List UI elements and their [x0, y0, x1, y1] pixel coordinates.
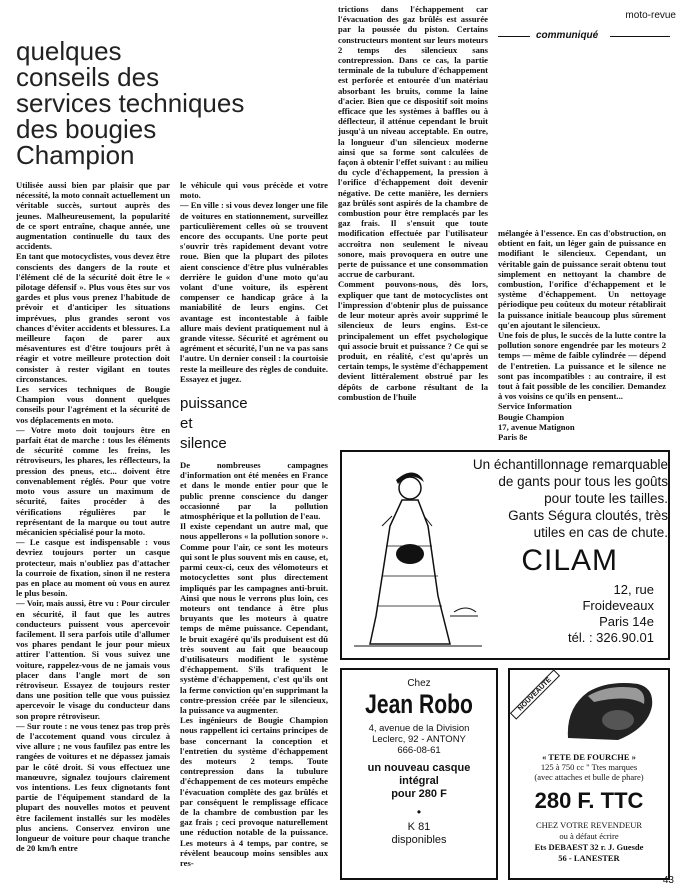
- magazine-name: moto-revue: [625, 10, 676, 21]
- title-line: conseils des: [16, 62, 160, 92]
- signature: [498, 401, 666, 442]
- article-column-3: [338, 4, 488, 402]
- section-subtitle: [180, 394, 328, 454]
- paragraph: Il existe cependant un autre mal, que nous appellerons « la pollution sonore ». Comme pour l'air, ce sont les moteurs qui sont le plus souvent mis en cause, et, parmi ceux-ci, ceux des vélomoteurs et motocyclettes sont plus directement impliqués par les campagnes anti-bruit. Ainsi que nous le verrons plus loin, ces moteurs ont tendance à être plus bruyants que les moteurs à quatre temps de même puissance. Cependant, le bruit exagéré qu'ils produisent est dû très souvent au fait que beaucoup d'utilisateurs modifient le système d'échappement. S'ils trafiquent le système d'échappement, c'est qu'ils ont la ferme conviction qu'en supprimant la contre-pression créée par le silencieux, la puissance va augmenter.: [180, 521, 328, 715]
- promo-line: intégral: [399, 775, 439, 787]
- nouveaute-ribbon: NOUVEAUTÉ: [510, 669, 560, 719]
- promo-line: un nouveau casque: [367, 762, 471, 774]
- jean-robo-promo: [342, 762, 496, 801]
- address-line: Froideveaux: [582, 598, 654, 613]
- article-column-1: [16, 180, 170, 853]
- jean-robo-address: [342, 723, 496, 756]
- debaest-price: 280 F. TTC: [534, 788, 644, 813]
- paragraph: Les ingénieurs de Bougie Champion nous rappellent ici certains principes de base concernant la conception et l'entretien du système d'échappement des moteurs 2 temps. Toute contrepression dans la tubulure d'échappement de ces moteurs empêche l'évacuation complète des gaz brûlés et par conséquent le remplissage efficace de la chambre de combustion par les gaz frais ; ceci provoque naturellement une réduction notable de la puissance. Les moteurs à 4 temps, par contre, se révèlent beaucoup moins sensibles aux res-: [180, 715, 328, 868]
- cilam-ad: [340, 450, 670, 660]
- headline-line: pour toute les tailles.: [544, 491, 668, 506]
- address-line: Leclerc, 92 - ANTONY: [372, 734, 466, 745]
- paragraph: mélangée à l'essence. En cas d'obstruction, on obtient en fait, un léger gain de puissance en modifiant le silencieux. Cependant, un véritable gain de puissance serait obtenu tout simplement en nettoyant la chambre de combustion, l'orifice d'échappement et le système d'échappement. Un nettoyage périodique peu coûteux du moteur rétablirait la puissance initiale beaucoup plus sûrement qu'en ajoutant le silencieux.: [498, 228, 666, 330]
- cilam-phone: tél. : 326.90.01: [567, 630, 654, 645]
- model-line: disponibles: [391, 834, 447, 846]
- paragraph: — Votre moto doit toujours être en parfait état de marche : tous les éléments de sécurité comme les freins, les rétroviseurs, les phares, les réflecteurs, la pression des pneus, etc... doivent être convenablement réglés. Pour que votre moto vous assure un maximum de sécurité, faites procéder à des vérifications régulières par le représentant de la marque ou tout autre mécanicien spécialisé pour la moto.: [16, 424, 170, 537]
- debaest-contact: [510, 820, 668, 864]
- headline-line: utiles en cas de chute.: [533, 525, 668, 540]
- article-column-2: [180, 180, 328, 868]
- paragraph: Les services techniques de Bougie Champion vous donnent quelques conseils pour l'agrément et la sécurité de vos déplacements en moto.: [16, 384, 170, 425]
- jean-robo-chez: Chez: [407, 678, 431, 689]
- paragraph: — Sur route : ne vous tenez pas trop près de l'accotement quand vous circulez à vive allure ; ne vous faufilez pas entre les rangées de voitures et ne dépassez jamais par le côté droit. Si vous effectuez une manœuvre, signalez toujours clairement vos intentions. Les feux clignotants font partie de l'équipement standard de la plupart des nouvelles motos et peuvent être facilement installés sur les modèles plus anciens. Conservez environ une longueur de voiture pour chaque tranche de 20 km/h entre: [16, 720, 170, 854]
- paragraph: Comment pouvons-nous, dès lors, expliquer que tant de motocyclistes ont l'impression d'obtenir plus de puissance de leur moteur après avoir supprimé le silencieux de leurs engins. Est-ce principalement un effet psychologique qui associe bruit et puissance ? Ce qui se produit, en réalité, c'est qu'après un certain temps, le système d'échappement devient littéralement obstrué par les dépôts de carbone résultant de la combustion de l'huile: [338, 279, 488, 402]
- illustration-woman-with-muff: [346, 466, 486, 656]
- vendor-line: ou à défaut écrire: [559, 831, 619, 841]
- promo-line: pour 280 F: [391, 788, 447, 800]
- article-title: [16, 38, 336, 168]
- paragraph: En tant que motocyclistes, vous devez être conscients des dangers de la route et l'élément clé de la sécurité doit être le « pilotage défensif ». Plus vous êtes sur vos gardes et plus vous prenez l'habitude de prévoir et d'anticiper les situations imprévues, plus grandes seront vos chances d'éviter accidents et blessures. La meilleure façon de parer aux mésaventures est d'être toujours prêt à réagir et votre meilleure protection doit consister à rester vigilant en toutes circonstances.: [16, 251, 170, 384]
- signature-line: Bougie Champion: [498, 411, 565, 422]
- address-line: 56 - LANESTER: [558, 853, 620, 863]
- title-line: des bougies: [16, 114, 157, 144]
- paragraph: trictions dans l'échappement car l'évacuation des gaz brûlés est assurée par la poussée du piston. Certains constructeurs montent sur leurs moteurs 2 temps des silencieux sans contrepression. Dans ce cas, la partie terminale de la tubulure d'échappement est perforée et entourée d'un matériau absorbant les bruits, comme la laine d'acier. Bien que ce dispositif soit moins efficace que les systèmes à baffles ou à déflecteur, il atténue cependant le bruit jusqu'à un niveau acceptable. En outre, la longueur d'un silencieux moderne ainsi que sa forme sont calculées de façon à obtenir l'effet suivant : au milieu du cycle d'échappement, la pression à l'orifice d'échappement doit devenir négative. De cette manière, les derniers gaz brûlés sont aspirés de la chambre de combustion pour être remplacés par les gaz frais. Il s'ensuit que toute modification effectuée par l'utilisateur accroîtra non seulement le niveau sonore, mais provoquera en outre une perte de puissance et une consommation accrue de carburant.: [338, 4, 488, 280]
- subtitle-line: silence: [180, 435, 227, 453]
- debaest-specs: [510, 752, 668, 782]
- paragraph: Utilisée aussi bien par plaisir que par nécessité, la moto connaît actuellement un véritable succès, surtout auprès des jeunes. Malheureusement, la popularité de ce sport entraîne, chaque année, une augmentation continuelle du taux des accidents.: [16, 180, 170, 252]
- signature-line: 17, avenue Matignon: [498, 421, 575, 432]
- cilam-brand: CILAM: [521, 544, 618, 577]
- paragraph: le véhicule qui vous précède et votre moto.: [180, 180, 328, 201]
- address-line: Ets DEBAEST 32 r. J. Guesde: [534, 842, 644, 852]
- subtitle-line: et: [180, 415, 193, 433]
- title-line: Champion: [16, 140, 135, 170]
- jean-robo-brand: Jean Robo: [365, 689, 473, 719]
- address-line: 12, rue: [613, 582, 654, 597]
- address-line: 4, avenue de la Division: [368, 723, 470, 734]
- article-column-4: [498, 228, 666, 442]
- rubric-label: communiqué: [536, 30, 599, 41]
- debaest-ad: [508, 668, 670, 880]
- spec-line: 125 à 750 cc " Ttes marques: [540, 762, 638, 772]
- title-line: quelques: [16, 36, 122, 66]
- product-name: « TETE DE FOURCHE »: [542, 752, 636, 762]
- cilam-address: [568, 582, 654, 646]
- model-line: K 81: [407, 821, 431, 833]
- jean-robo-ad: [340, 668, 498, 880]
- spec-line: (avec attaches et bulle de phare): [534, 772, 644, 782]
- vendor-line: CHEZ VOTRE REVENDEUR: [535, 820, 643, 830]
- bullet: •: [416, 805, 422, 819]
- paragraph: De nombreuses campagnes d'information ont été menées en France et dans le monde entier pour que le public prenne conscience du danger occasionné par la pollution atmosphérique et la pollution de l'eau.: [180, 460, 328, 522]
- fork-fairing-illustration: [558, 678, 658, 748]
- paragraph: — En ville : si vous devez longer une file de voitures en stationnement, surveillez particulièrement celles où se trouvent encore des occupants. Une porte peut s'ouvrir très rapidement devant votre roue. Bien que la plupart des pilotes aient conscience d'être plus vulnérables derrière le guidon d'une moto qu'au volant d'une voiture, ils espèrent compenser ce handicap grâce à la maniabilité de leurs engins. Cet avantage est incontestable à faible allure mais devient pratiquement nul à grande vitesse. Sécurité et agrément ou agrément et sécurité, l'un ne va pas sans l'autre. Un dernier conseil : la courtoisie reste la meilleure des règles de conduite. Essayez et jugez.: [180, 200, 328, 384]
- title-line: services techniques: [16, 88, 245, 118]
- jean-robo-model: [342, 821, 496, 847]
- subtitle-line: puissance: [180, 395, 248, 413]
- headline-line: de gants pour tous les goûts: [498, 474, 668, 489]
- address-line: Paris 14e: [599, 614, 654, 629]
- paragraph: — Le casque est indispensable : vous devriez toujours porter un casque protecteur, mais n'oubliez pas d'attacher la courroie de fixation, sinon il ne restera pas en place au moment où vous en aurez le plus besoin.: [16, 537, 170, 599]
- signature-line: Paris 8e: [498, 432, 528, 443]
- rubric-bar: [498, 30, 670, 42]
- paragraph: Une fois de plus, le succès de la lutte contre la pollution sonore engendrée par les moteurs 2 temps — même de faible cylindrée — dépend de l'entretien. La puissance et le silence ne sont pas incompatibles : au contraire, il est tout à fait possible de les concilier. Demandez à vos voisins ce qu'ils en pensent...: [498, 330, 666, 402]
- signature-line: Service Information: [498, 401, 572, 412]
- headline-line: Gants Ségura cloutés, très: [508, 508, 668, 523]
- address-line: 666-08-61: [397, 745, 441, 756]
- page-number: 43: [662, 875, 674, 886]
- paragraph: — Voir, mais aussi, être vu : Pour circuler en sécurité, il faut que les autres conducteurs puissent vous apercevoir facilement. Il sera parfois utile d'allumer vos phares pendant le jour pour mieux attirer l'attention. Si vous suivez une voiture, rappelez-vous de ne jamais vous placer dans l'angle mort de son rétroviseur. Essayez de toujours rester dans une position telle que vous puissiez apercevoir le visage du conducteur dans son propre rétroviseur.: [16, 598, 170, 721]
- headline-line: Un échantillonnage remarquable: [472, 457, 668, 472]
